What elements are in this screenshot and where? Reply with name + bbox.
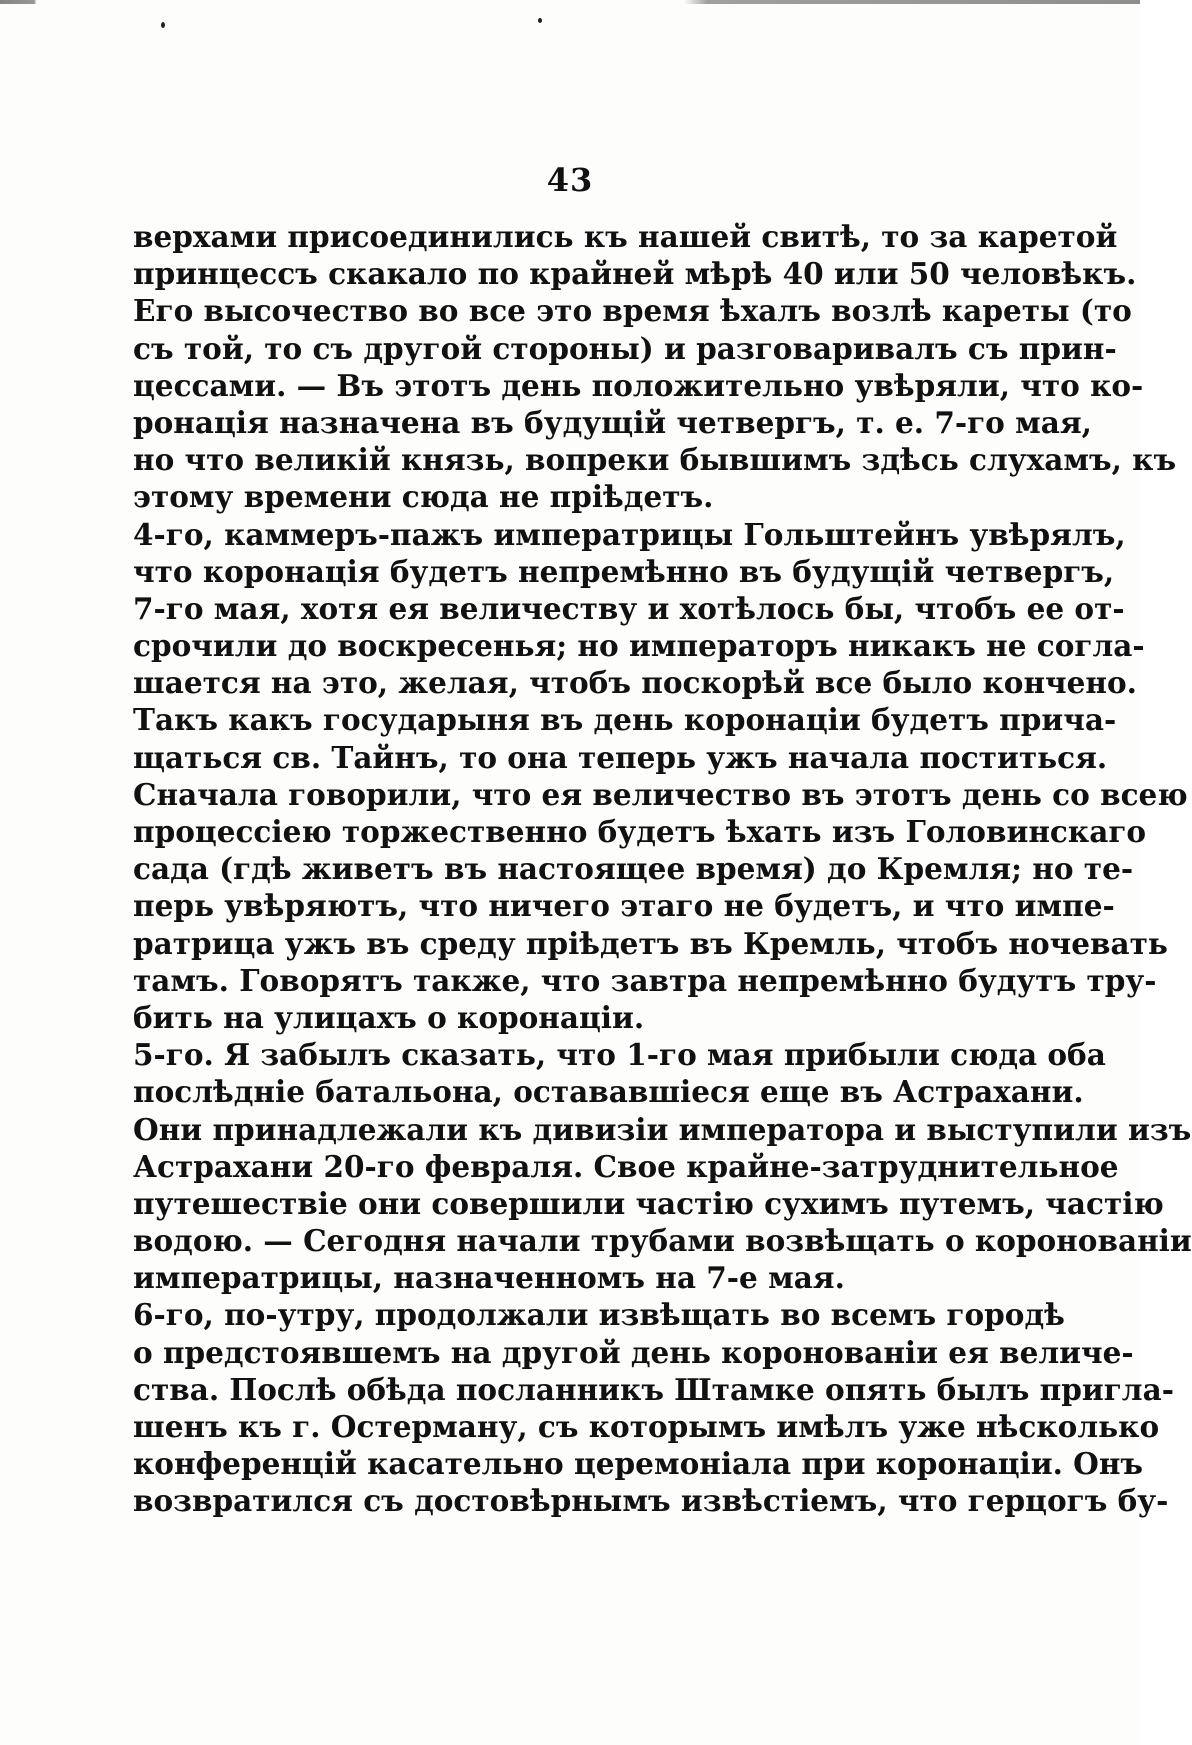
text-line: Сначала говорили, что ея величество въ этотъ день со всею: [133, 776, 1188, 812]
text-line: этому времени сюда не пріѣдетъ.: [133, 479, 714, 515]
text-line: ства. Послѣ обѣда посланникъ Штамке опять былъ пригла-: [133, 1371, 1174, 1407]
text-line: 7-го мая, хотя ея величеству и хотѣлось бы, чтобъ ее от-: [133, 590, 1125, 626]
text-line: что коронація будетъ непремѣнно въ будущій четвергъ,: [133, 553, 1115, 589]
scan-speck: [161, 22, 165, 28]
text-line: шается на это, желая, чтобъ поскорѣй все было кончено.: [133, 665, 1137, 701]
text-line: шенъ къ г. Остерману, съ которымъ имѣлъ уже нѣсколько: [133, 1409, 1160, 1444]
text-line: Такъ какъ государыня въ день коронаціи будетъ прича-: [133, 702, 1117, 738]
text-line: послѣдніе батальона, остававшіеся еще въ Астрахани.: [133, 1074, 1084, 1110]
text-line: бить на улицахъ о коронаціи.: [133, 999, 645, 1035]
text-line: Его высочество во все это время ѣхалъ возлѣ кареты (то: [133, 293, 1132, 329]
text-line: но что великій князь, вопреки бывшимъ здѣсь слухамъ, къ: [133, 442, 1177, 478]
text-line: процессіею торжественно будетъ ѣхать изъ Головинскаго: [133, 814, 1147, 849]
text-line: Астрахани 20-го февраля. Свое крайне-затруднительное: [133, 1148, 1119, 1184]
scan-speck: [538, 18, 542, 23]
text-line: сада (гдѣ живетъ въ настоящее время) до Кремля; но те-: [133, 851, 1134, 887]
page-number: 43: [546, 161, 594, 199]
text-line: тамъ. Говорятъ также, что завтра непремѣнно будутъ тру-: [133, 962, 1157, 998]
text-line: цессами. — Въ этотъ день положительно увѣряли, что ко-: [133, 367, 1144, 403]
text-line: ронація назначена въ будущій четвергъ, т. е. 7-го мая,: [133, 404, 1092, 440]
scan-top-edge: [0, 0, 1140, 4]
text-line: путешествіе они совершили частію сухимъ путемъ, частію: [133, 1185, 1164, 1221]
text-line: ратрица ужъ въ среду пріѣдетъ въ Кремль, чтобъ ночевать: [133, 925, 1168, 961]
body-text: [133, 218, 1192, 1520]
text-line: водою. — Сегодня начали трубами возвѣщать о коронованіи: [133, 1223, 1192, 1259]
text-line: Они принадлежали къ дивизіи императора и выступили изъ: [133, 1111, 1192, 1147]
text-line: 4-го, каммеръ-пажъ императрицы Гольштейнъ увѣрялъ,: [133, 516, 1126, 552]
text-line: конференцій касательно церемоніала при коронаціи. Онъ: [133, 1446, 1144, 1482]
text-line: верхами присоединились къ нашей свитѣ, то за каретой: [133, 219, 1118, 254]
text-line: щаться св. Тайнъ, то она теперь ужъ начала поститься.: [133, 739, 1108, 775]
text-line: императрицы, назначенномъ на 7-е мая.: [133, 1260, 845, 1296]
text-line: срочили до воскресенья; но императоръ никакъ не согла-: [133, 628, 1145, 664]
text-line: 5-го. Я забылъ сказать, что 1-го мая прибыли сюда оба: [133, 1037, 1106, 1073]
text-line: съ той, то съ другой стороны) и разговаривалъ съ прин-: [133, 330, 1117, 366]
text-line: принцессъ скакало по крайней мѣрѣ 40 или 50 человѣкъ.: [133, 256, 1137, 292]
text-line: 6-го, по-утру, продолжали извѣщать во всемъ городѣ: [133, 1297, 1065, 1333]
text-line: о предстоявшемъ на другой день коронованіи ея величе-: [133, 1334, 1134, 1370]
text-line: перь увѣряютъ, что ничего этаго не будетъ, и что импе-: [133, 888, 1115, 924]
text-line: возвратился съ достовѣрнымъ извѣстіемъ, что герцогъ бу-: [133, 1483, 1169, 1519]
